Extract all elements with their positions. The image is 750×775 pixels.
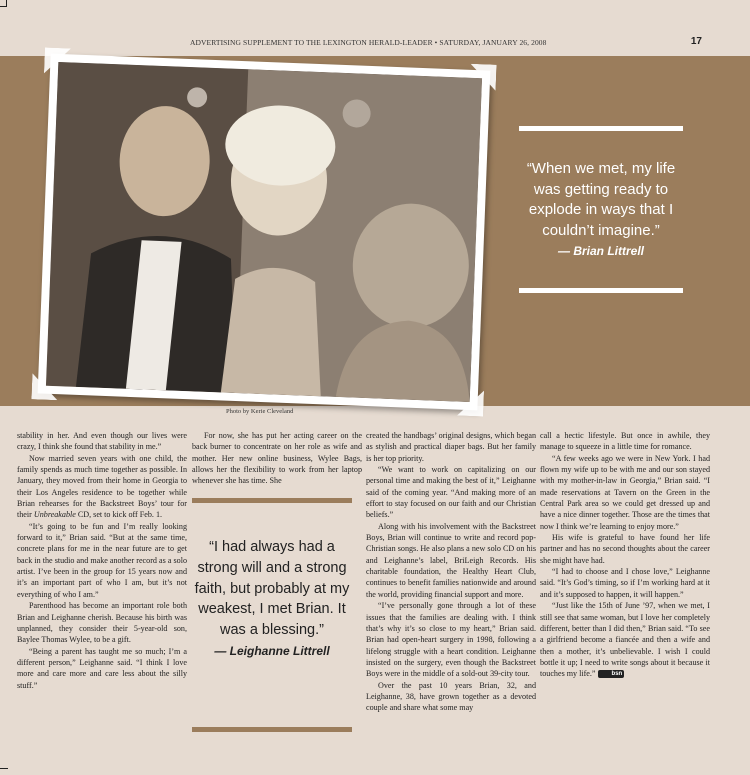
paragraph: Parenthood has become an important role both Brian and Leighanne cherish. Because his birth was unplanned, they consider their 5-year-old son, Baylee Thomas Wylee, to be a gift. [17,601,187,645]
pull-quote-brian [519,126,683,293]
pull-quote-text: “I had always had a strong will and a strong faith, but probably at my weakest, I met Brian. It was a blessing.” [194,539,350,639]
paragraph: Now married seven years with one child, the family spends as much time together as possible. In January, they moved from their home in Georgia to their Los Angeles residence to be together while Brian rehearses for the Backstreet Boys’ tour for their Unbreakable CD, set to kick off Feb. 1. [17,453,187,520]
paragraph: created the handbags’ original designs, which began as stylish and practical diaper bags. But her family is her top priority. [366,431,536,463]
pull-quote-rule-top [519,126,683,131]
pull-quote-body [192,537,352,662]
page-number: 17 [690,36,702,47]
article-column-2 [192,430,362,487]
crop-mark-bottom-left [0,768,8,775]
pull-quote-text: “When we met, my life was getting ready to explode in ways that I couldn’t imagine.” [526,160,676,239]
paragraph: Along with his involvement with the Backstreet Boys, Brian will continue to write and record pop-Christian songs. He also plans a new solo CD on his and Leighanne’s label, BriLeigh Records. His charitable foundation, the Healthy Heart Club, continues to benefit families nationwide and around the world, providing financial support and more. [366,521,536,599]
pull-quote-rule-bottom [519,288,683,293]
couple-photo [38,54,491,411]
pull-quote-rule-top [192,498,352,503]
photo-image [46,62,482,402]
crop-mark-top-left [0,0,7,7]
paragraph: “I had to choose and I chose love,” Leighanne said. “It’s God’s timing, so if I’m working hard at it and it’s supposed to happen, it will happen.” [540,567,710,599]
page-header [0,30,750,52]
paragraph: For now, she has put her acting career on the back burner to concentrate on her role as wife and mother. Her new online business, Wylee Bags, allows her the flexibility to work from her laptop whenever she has time. She [192,431,362,486]
paragraph: His wife is grateful to have found her life partner and has no second thoughts about the career she might have had. [540,533,710,565]
photo-credit: Photo by Kerie Cleveland [226,408,294,415]
paragraph: “A few weeks ago we were in New York. I had flown my wife up to be with me and our son stayed with my mother-in-law in Georgia,” Brian said. “I made reservations at Tavern on the Green in the Central Park area so we could get dressed up and have a nice dinner together. Those are the times that now I think we’re learning to enjoy more.” [540,453,710,531]
paragraph: “I’ve personally gone through a lot of these issues that the families are dealing with. I think that’s why it’s so close to my heart,” Brian said. Brian had open-heart surgery in 1998, following a lifelong struggle with a heart condition. Leighanne insisted on the surgery, even though the Backstreet Boys were in the middle of a sold-out 39-city tour. [366,601,536,679]
paragraph: stability in her. And even though our lives were crazy, I think she found that stability in me.” [17,431,187,452]
article-column-1 [17,430,187,691]
pull-quote-attribution: — Brian Littrell [557,244,644,258]
pull-quote-attribution: — Leighanne Littrell [214,643,330,658]
article-column-3 [366,430,536,714]
end-mark-icon: bsn [598,670,625,678]
pull-quote-leighanne [192,498,352,688]
pull-quote-body [519,159,683,262]
paragraph: “Being a parent has taught me so much; I’m a different person,” Leighanne said. “I think I love more and care more and care less about the silly stuff.” [17,646,187,690]
paragraph: “We want to work on capitalizing on our personal time and making the best of it,” Leighanne said of the coming year. “And making more of an effort to stay focused on our faith and our Christian beliefs.” [366,465,536,520]
paragraph: call a hectic lifestyle. But once in awhile, they manage to squeeze in a little time for romance. [540,431,710,452]
photo-scene [46,62,482,402]
pull-quote-rule-bottom [192,727,352,732]
running-head: ADVERTISING SUPPLEMENT TO THE LEXINGTON HERALD-LEADER • SATURDAY, JANUARY 26, 2008 [190,38,547,47]
paragraph: “Just like the 15th of June ’97, when we met, I still see that same woman, but I love her completely different, better than I did then,” Brian said. “To see a girlfriend become a fiancée and then a wife and then a mother, it’s unbelievable. I wish I could bottle it up; I need to write songs about it because it touches my life.” bsn [540,601,710,679]
album-title: Unbreakable [33,510,76,520]
paragraph: “It’s going to be fun and I’m really looking forward to it,” Brian said. “But at the same time, concrete plans for me in the near future are to get back in the studio and make another record as a solo artist. I’ve been in the group for 15 years now and it’s an important part of who I am, but it’s not everything of who I am.” [17,521,187,599]
article-column-4 [540,430,710,680]
paragraph: Over the past 10 years Brian, 32, and Leighanne, 38, have grown together as a devoted couple and share what some may [366,680,536,713]
